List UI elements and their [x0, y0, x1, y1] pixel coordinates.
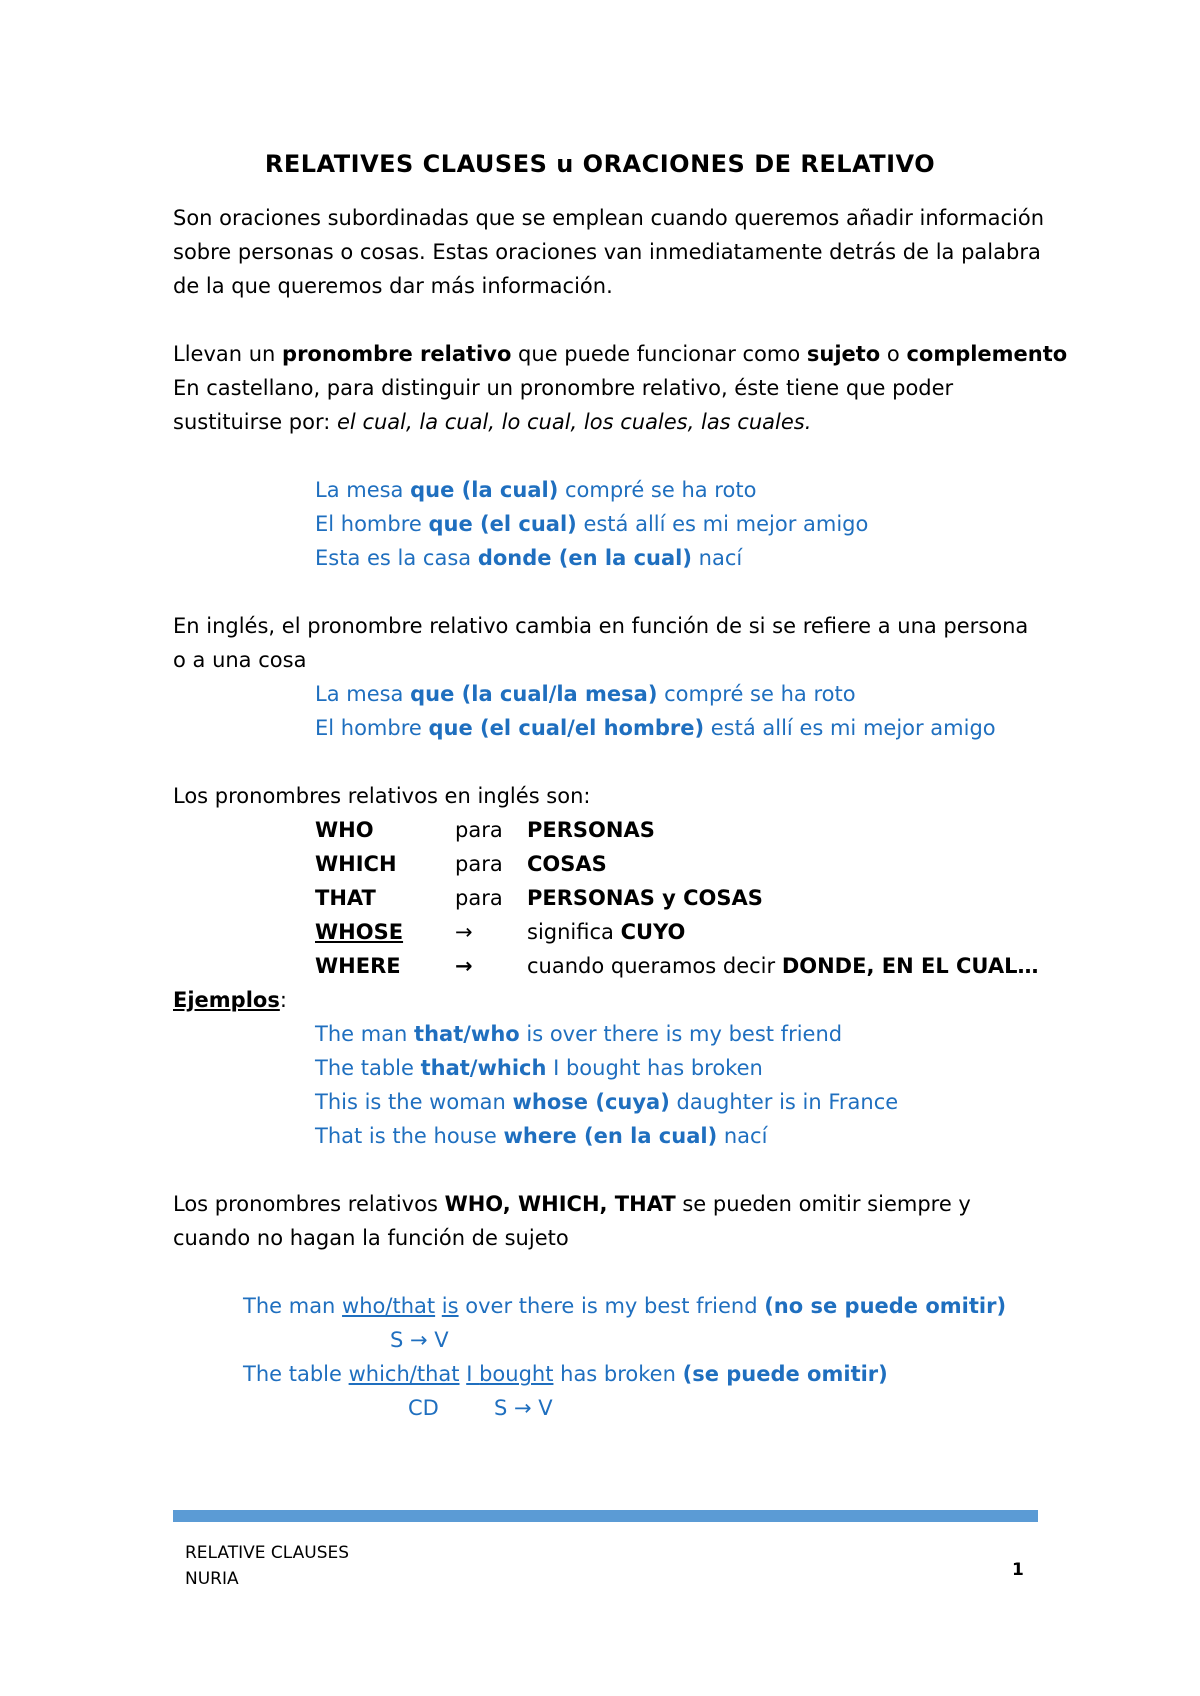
english-example: [315, 1054, 763, 1082]
pronoun-connector: para: [455, 818, 503, 842]
italic-text: el cual, la cual, lo cual, los cuales, las cuales.: [337, 410, 812, 434]
pronouns-intro: Los pronombres relativos en inglés son:: [173, 784, 591, 808]
bold-term: sujeto: [806, 342, 881, 366]
text: está allí es mi mejor amigo: [576, 512, 869, 536]
page-number: 1: [1012, 1560, 1024, 1580]
page-title: RELATIVES CLAUSES u ORACIONES DE RELATIVO: [264, 150, 936, 178]
text: significa: [527, 920, 621, 944]
bold-term: where (en la cual): [503, 1124, 718, 1148]
spanish-example: [315, 476, 756, 504]
underlined-term: which/that: [348, 1362, 460, 1386]
spanish-example: [315, 714, 996, 742]
pronoun-row-where: [315, 952, 1038, 980]
text: Los pronombres relativos: [173, 1192, 445, 1216]
text: is over there is my best friend: [519, 1022, 843, 1046]
final-example-1: [243, 1292, 1006, 1320]
bold-term: complemento: [906, 342, 1068, 366]
text: se pueden omitir siempre y: [675, 1192, 971, 1216]
text: :: [279, 988, 287, 1012]
pronoun-word: WHERE: [315, 954, 401, 978]
ejemplos-label: Ejemplos: [173, 988, 280, 1012]
english-example: [315, 1088, 898, 1116]
final-example-2-annotation-sv: S → V: [494, 1396, 553, 1420]
final-example-2-annotation-cd: CD: [408, 1396, 439, 1420]
footer-divider: [173, 1510, 1038, 1522]
castellano-line-2: [173, 408, 811, 436]
bold-term: whose (cuya): [512, 1090, 670, 1114]
text: The table: [243, 1362, 349, 1386]
text: La mesa: [315, 478, 411, 502]
english-example: [315, 1122, 767, 1150]
arrow-icon: →: [455, 920, 473, 944]
text: compré se ha roto: [657, 682, 856, 706]
pronoun-word: WHO: [315, 818, 374, 842]
pronoun-row-who: [315, 816, 655, 844]
english-example: [315, 1020, 842, 1048]
text: The man: [243, 1294, 343, 1318]
bold-term: WHO, WHICH, THAT: [444, 1192, 676, 1216]
pronoun-word: WHICH: [315, 852, 397, 876]
footer-title: RELATIVE CLAUSES: [185, 1543, 350, 1563]
pronoun-row-which: [315, 850, 607, 878]
ingles-line-1: En inglés, el pronombre relativo cambia en función de si se refiere a una persona: [173, 614, 1029, 638]
bold-note: (se puede omitir): [682, 1362, 888, 1386]
bold-term: DONDE, EN EL CUAL…: [781, 954, 1039, 978]
intro-line-3: de la que queremos dar más información.: [173, 274, 613, 298]
underlined-term: I: [466, 1362, 480, 1386]
text: nací: [691, 546, 743, 570]
bold-term: donde (en la cual): [477, 546, 692, 570]
text: This is the woman: [315, 1090, 513, 1114]
bold-term: que (la cual): [410, 478, 559, 502]
arrow-icon: →: [455, 954, 473, 978]
pronoun-word: WHOSE: [315, 920, 404, 944]
text: Llevan un: [173, 342, 283, 366]
bold-term: que (la cual/la mesa): [410, 682, 658, 706]
text: [435, 1294, 442, 1318]
pronoun-connector: para: [455, 886, 503, 910]
final-example-1-annotation: S → V: [390, 1328, 449, 1352]
text: El hombre: [315, 512, 429, 536]
text: El hombre: [315, 716, 429, 740]
spanish-example: [315, 510, 868, 538]
text: The table: [315, 1056, 421, 1080]
castellano-line-1: En castellano, para distinguir un pronombre relativo, éste tiene que poder: [173, 376, 954, 400]
pronoun-word: THAT: [315, 886, 376, 910]
text: que puede funcionar como: [511, 342, 807, 366]
underlined-term: who/that: [342, 1294, 436, 1318]
bold-term: que (el cual/el hombre): [428, 716, 705, 740]
intro-line-1: Son oraciones subordinadas que se emplean cuando queremos añadir información: [173, 206, 1045, 230]
text: compré se ha roto: [558, 478, 757, 502]
text: Esta es la casa: [315, 546, 478, 570]
omit-line-2: cuando no hagan la función de sujeto: [173, 1226, 569, 1250]
text: I bought has broken: [546, 1056, 763, 1080]
text: nací: [717, 1124, 768, 1148]
text: está allí es mi mejor amigo: [704, 716, 996, 740]
bold-term: PERSONAS: [527, 818, 655, 842]
text: daughter is in France: [669, 1090, 899, 1114]
text: That is the house: [315, 1124, 504, 1148]
bold-term: pronombre relativo: [282, 342, 512, 366]
final-example-2: [243, 1360, 888, 1388]
spanish-example: [315, 680, 856, 708]
omit-line-1: [173, 1190, 971, 1218]
text: cuando queramos decir: [527, 954, 782, 978]
bold-term: PERSONAS y COSAS: [527, 886, 763, 910]
footer-author: NURIA: [185, 1569, 239, 1589]
text: o: [880, 342, 907, 366]
intro-line-2: sobre personas o cosas. Estas oraciones van inmediatamente detrás de la palabra: [173, 240, 1041, 264]
underlined-term: bought: [479, 1362, 554, 1386]
text: The man: [315, 1022, 415, 1046]
pronoun-connector: para: [455, 852, 503, 876]
bold-term: CUYO: [620, 920, 686, 944]
pronoun-row-whose: [315, 918, 685, 946]
text: over there is my best friend: [458, 1294, 765, 1318]
pronoun-row-that: [315, 884, 763, 912]
ejemplos-heading: [173, 986, 287, 1014]
text: has broken: [553, 1362, 683, 1386]
bold-term: that/who: [414, 1022, 520, 1046]
ingles-line-2: o a una cosa: [173, 648, 307, 672]
underlined-term: is: [441, 1294, 459, 1318]
text: sustituirse por:: [173, 410, 338, 434]
bold-term: that/which: [420, 1056, 547, 1080]
bold-term: que (el cual): [428, 512, 577, 536]
text: La mesa: [315, 682, 411, 706]
spanish-example: [315, 544, 742, 572]
bold-term: COSAS: [527, 852, 607, 876]
bold-note: (no se puede omitir): [764, 1294, 1007, 1318]
llevan-line: [173, 340, 1067, 368]
